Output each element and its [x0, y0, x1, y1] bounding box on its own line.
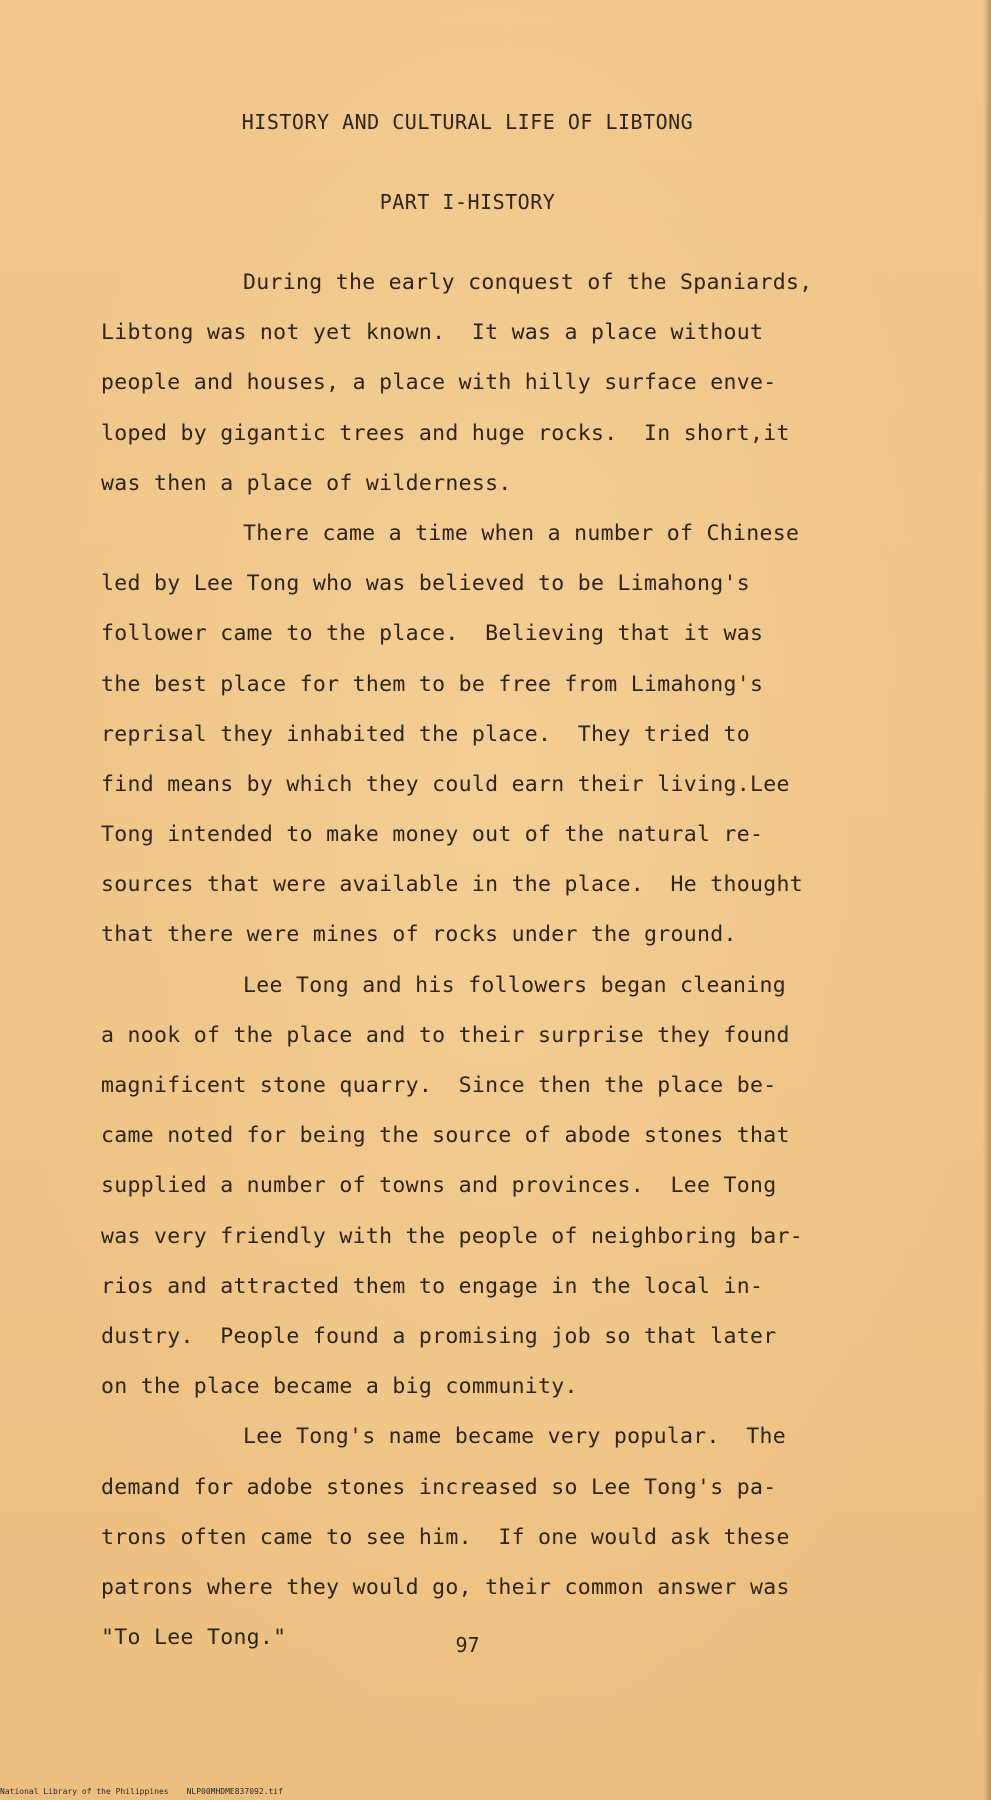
text-line: was then a place of wilderness. — [101, 470, 512, 496]
text-line: Libtong was not yet known. It was a place without — [101, 320, 764, 346]
text-line: demand for adobe stones increased so Lee Tong's pa- — [101, 1474, 777, 1500]
text-line: There came a time when a number of Chinese — [243, 520, 800, 546]
paragraph-2 — [101, 509, 901, 961]
document-body — [101, 258, 901, 1663]
text-line: was very friendly with the people of neighboring bar- — [101, 1223, 803, 1249]
text-line: dustry. People found a promising job so that later — [101, 1323, 777, 1349]
footer-source: National Library of the Philippines — [0, 1787, 169, 1796]
text-line: supplied a number of towns and provinces. Lee Tong — [101, 1173, 777, 1199]
text-line: trons often came to see him. If one would ask these — [101, 1524, 790, 1550]
text-line: Lee Tong and his followers began cleaning — [243, 972, 787, 998]
text-line: a nook of the place and to their surprise they found — [101, 1022, 790, 1048]
text-line: on the place became a big community. — [101, 1374, 578, 1400]
text-line: that there were mines of rocks under the ground. — [101, 922, 737, 948]
paragraph-4 — [101, 1412, 901, 1663]
document-title: HISTORY AND CULTURAL LIFE OF LIBTONG — [241, 110, 694, 134]
text-line: came noted for being the source of abode stones that — [101, 1123, 790, 1149]
text-line: find means by which they could earn their living.Lee — [101, 771, 790, 797]
page-number: 97 — [455, 1633, 480, 1657]
text-line: rios and attracted them to engage in the local in- — [101, 1273, 764, 1299]
footer-filename: NLP00MHDME837092.tif — [186, 1787, 283, 1796]
paragraph-1 — [101, 258, 901, 509]
section-heading: PART I-HISTORY — [379, 190, 556, 214]
text-line: loped by gigantic trees and huge rocks. In short,it — [101, 420, 790, 446]
text-line: reprisal they inhabited the place. They tried to — [101, 721, 750, 747]
paragraph-3 — [101, 961, 901, 1413]
text-line: "To Lee Tong." — [101, 1625, 287, 1651]
text-line: Tong intended to make money out of the natural re- — [101, 822, 764, 848]
text-line: people and houses, a place with hilly surface enve- — [101, 370, 777, 396]
page-edge-shadow — [983, 0, 991, 1800]
text-line: Lee Tong's name became very popular. The — [243, 1424, 787, 1450]
text-line: follower came to the place. Believing that it was — [101, 621, 764, 647]
text-line: magnificent stone quarry. Since then the place be- — [101, 1073, 777, 1098]
text-line: the best place for them to be free from Limahong's — [101, 671, 764, 697]
text-line: patrons where they would go, their common answer was — [101, 1574, 790, 1600]
text-line: sources that were available in the place. He thought — [101, 872, 803, 898]
scan-footer — [0, 1787, 991, 1796]
text-line: led by Lee Tong who was believed to be Limahong's — [101, 571, 750, 597]
text-line: During the early conquest of the Spaniards, — [243, 270, 813, 295]
